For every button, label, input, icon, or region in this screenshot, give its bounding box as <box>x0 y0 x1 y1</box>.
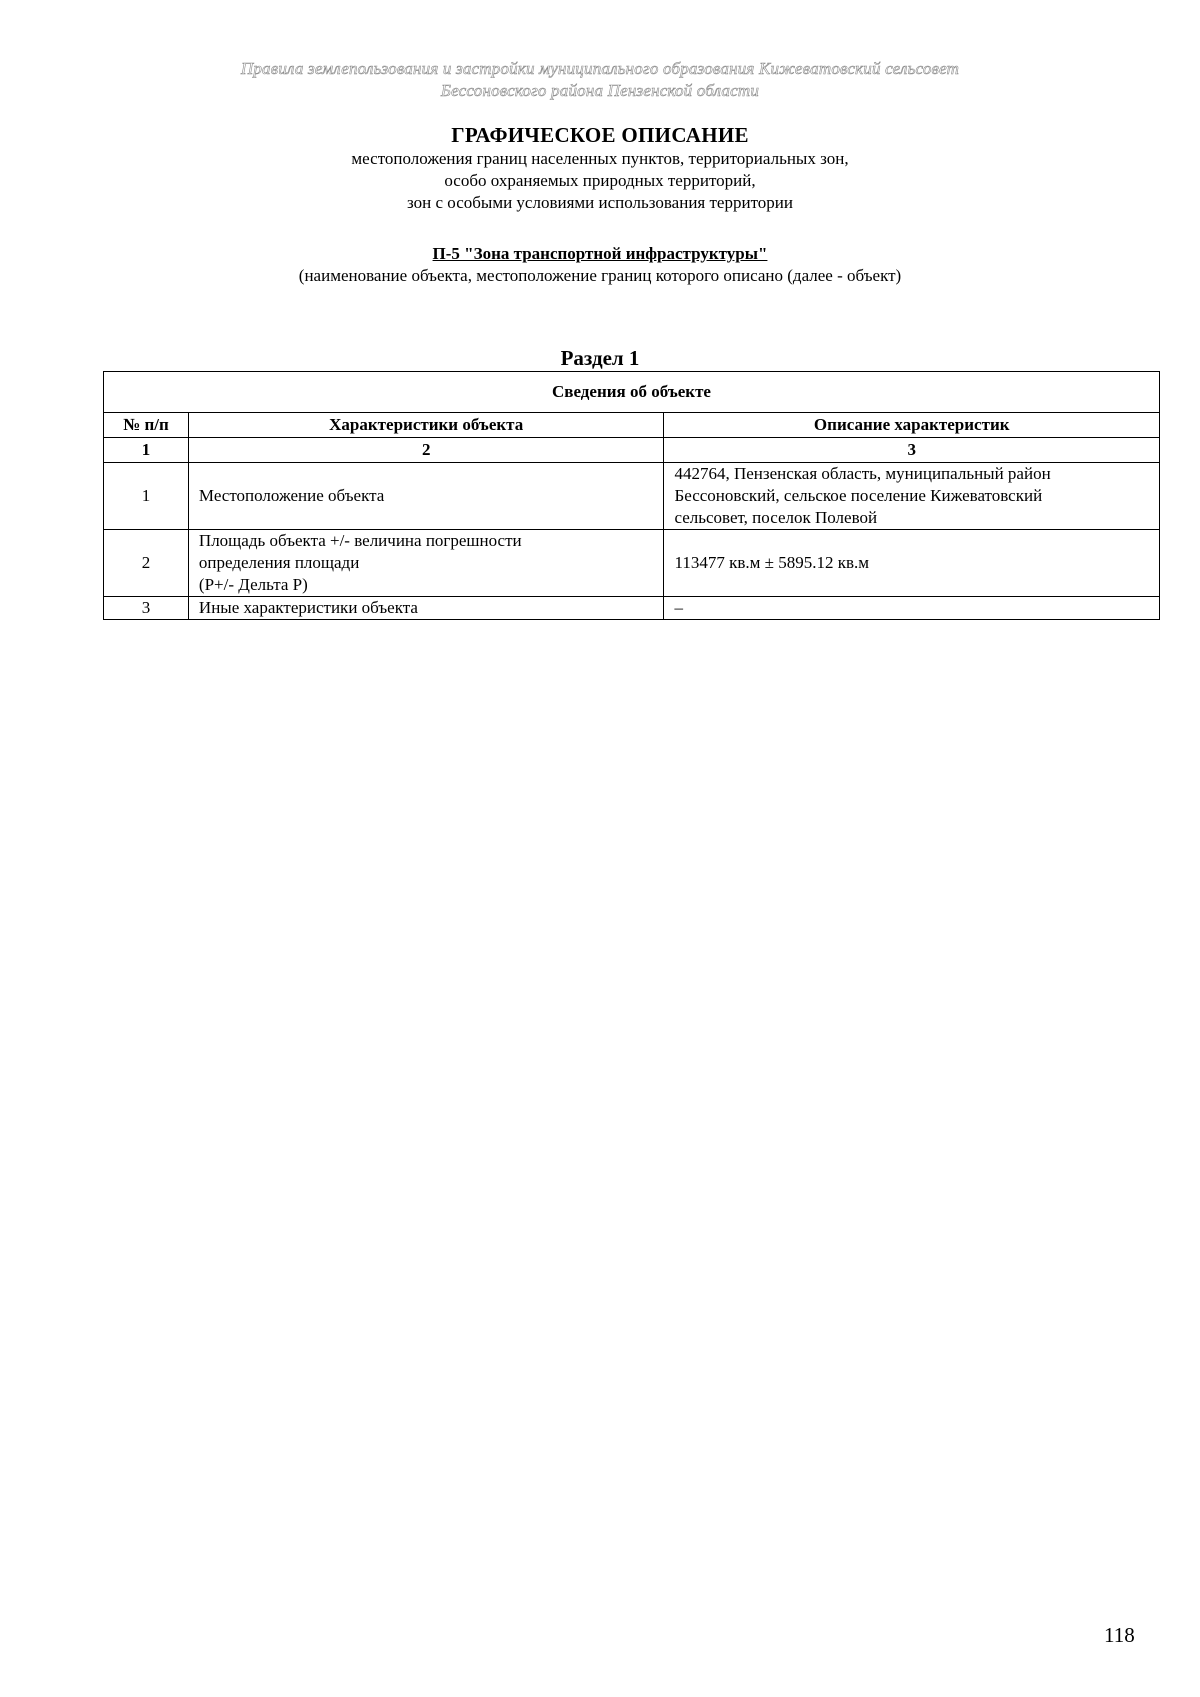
object-info-table <box>103 371 1160 620</box>
row-characteristic <box>188 463 664 530</box>
object-block <box>0 243 1200 287</box>
section-title: Раздел 1 <box>560 346 640 370</box>
column-number-3: 3 <box>664 438 1160 463</box>
row-description-line: 442764, Пензенская область, муниципальный район <box>674 464 1051 483</box>
row-description-line: сельсовет, поселок Полевой <box>674 508 878 527</box>
table-header-row <box>104 413 1160 438</box>
running-header <box>0 58 1200 102</box>
row-description-line: – <box>674 598 683 617</box>
subtitle-line-3: зон с особыми условиями использования территории <box>407 193 793 212</box>
column-number-row <box>104 438 1160 463</box>
row-characteristic-line: (P+/- Дельта P) <box>198 575 308 594</box>
row-characteristic <box>188 597 664 620</box>
row-description <box>664 463 1160 530</box>
row-characteristic-line: определения площади <box>198 553 360 572</box>
document-title: ГРАФИЧЕСКОЕ ОПИСАНИЕ <box>451 123 749 147</box>
row-characteristic <box>188 530 664 597</box>
table-caption: Сведения об объекте <box>104 372 1160 413</box>
column-number-1: 1 <box>104 438 189 463</box>
row-number: 2 <box>104 530 189 597</box>
title-block <box>0 122 1200 214</box>
header-description: Описание характеристик <box>664 413 1160 438</box>
running-header-line-2: Бессоновского района Пензенской области <box>440 81 760 100</box>
row-characteristic-line: Иные характеристики объекта <box>198 598 418 617</box>
table-row <box>104 530 1160 597</box>
subtitle-line-2: особо охраняемых природных территорий, <box>444 171 756 190</box>
column-number-2: 2 <box>188 438 664 463</box>
row-description <box>664 597 1160 620</box>
page-number: 118 <box>1104 1623 1135 1647</box>
row-description-line: Бессоновский, сельское поселение Кижеватовский <box>674 486 1043 505</box>
header-characteristic: Характеристики объекта <box>188 413 664 438</box>
table-row <box>104 463 1160 530</box>
row-number: 1 <box>104 463 189 530</box>
table-row <box>104 597 1160 620</box>
row-number: 3 <box>104 597 189 620</box>
row-description <box>664 530 1160 597</box>
header-number: № п/п <box>104 413 189 438</box>
subtitle-line-1: местоположения границ населенных пунктов, территориальных зон, <box>351 149 849 168</box>
running-header-line-1: Правила землепользования и застройки муниципального образования Кижеватовский сельсовет <box>240 59 960 78</box>
row-characteristic-line: Площадь объекта +/- величина погрешности <box>198 531 522 550</box>
row-description-line: 113477 кв.м ± 5895.12 кв.м <box>674 553 870 572</box>
object-name: П-5 "Зона транспортной инфраструктуры" <box>432 244 768 263</box>
row-characteristic-line: Местоположение объекта <box>198 486 385 505</box>
table-caption-row <box>104 372 1160 413</box>
object-caption: (наименование объекта, местоположение границ которого описано (далее - объект) <box>298 266 902 285</box>
